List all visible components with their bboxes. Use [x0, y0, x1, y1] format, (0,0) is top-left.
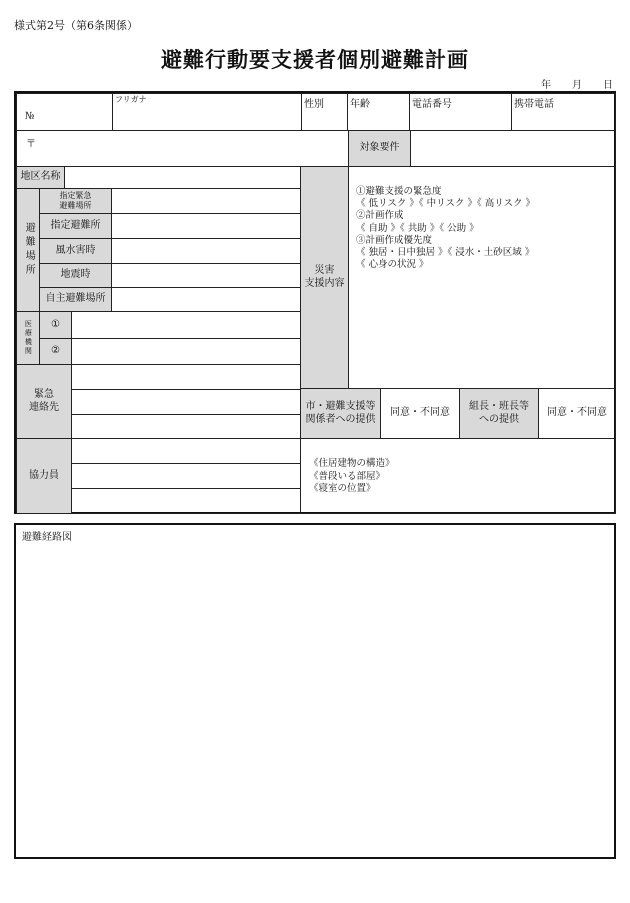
medical-2-label: ②: [39, 338, 72, 365]
address-field[interactable]: [16, 130, 349, 167]
medical-group-label-cell: [16, 311, 40, 365]
district-label: 地区名称: [20, 171, 61, 183]
earthquake-field[interactable]: [111, 263, 301, 288]
district-field[interactable]: [64, 166, 301, 189]
form-number-label: 様式第2号（第6条関係）: [14, 19, 138, 32]
date-year-label: 年: [541, 80, 551, 91]
furigana-name-field[interactable]: [112, 93, 302, 131]
emergency-contact-2-field[interactable]: [71, 389, 301, 415]
helpers-label: 協力員: [16, 438, 72, 514]
age-label: 年齢: [350, 99, 370, 110]
emergency-contact-3-field[interactable]: [71, 414, 301, 439]
medical-1-label: ①: [39, 311, 72, 339]
evacuation-group-label: 避難場所: [23, 222, 35, 278]
phone-field[interactable]: [409, 93, 512, 131]
residence-notes-field[interactable]: [300, 438, 616, 514]
designated-shelter-label: 指定避難所: [39, 213, 112, 239]
disaster-line-3: ②計画作成: [356, 210, 404, 222]
disaster-line-5: ③計画作成優先度: [356, 234, 433, 246]
emergency-contact-label: 緊急 連絡先: [16, 364, 72, 439]
disaster-line-1: ①避難支援の緊急度: [356, 186, 442, 197]
gender-field[interactable]: [301, 93, 348, 131]
flood-storm-label: 風水害時: [39, 238, 112, 264]
helper-2-field[interactable]: [71, 463, 301, 489]
target-label: 対象要件: [359, 142, 400, 154]
disaster-line-7: 《 心身の状況 》: [356, 259, 429, 271]
designated-emergency-site-field[interactable]: [111, 188, 301, 214]
furigana-label: フリガナ: [115, 95, 147, 104]
age-field[interactable]: [347, 93, 410, 131]
disaster-line-4: 《 自助 》《 共助 》《 公助 》: [356, 222, 479, 234]
helper-1-field[interactable]: [71, 438, 301, 464]
medical-1-field[interactable]: [71, 311, 301, 339]
emergency-contact-1-field[interactable]: [71, 364, 301, 390]
leader-provision-label: 組長・班長等 への提供: [459, 388, 539, 439]
date-month-label: 月: [572, 80, 582, 91]
evacuation-group-label-cell: [16, 188, 40, 312]
designated-shelter-field[interactable]: [111, 213, 301, 239]
date-day-label: 日: [603, 80, 613, 91]
medical-group-label: 医療機関: [24, 320, 33, 356]
bedroom-position-label: 《寝室の位置》: [309, 483, 376, 494]
postal-mark: 〒: [26, 139, 36, 150]
disaster-support-options: [356, 186, 535, 271]
disaster-line-6: 《 独居・日中独居 》《 浸水・土砂区域 》: [356, 247, 535, 259]
city-consent-option[interactable]: 同意・不同意: [380, 388, 460, 439]
target-label-cell: [348, 130, 411, 167]
no-label: №: [25, 111, 35, 122]
no-field[interactable]: [16, 93, 113, 131]
residence-notes: [309, 458, 395, 496]
leader-consent-option[interactable]: 同意・不同意: [538, 388, 616, 439]
voluntary-evacuation-label: 自主避難場所: [39, 287, 112, 312]
disaster-support-label: 災害 支援内容: [300, 166, 349, 389]
designated-emergency-site-label: 指定緊急 避難場所: [39, 188, 112, 214]
disaster-line-2: 《 低リスク 》《 中リスク 》《 高リスク 》: [356, 198, 536, 210]
voluntary-evacuation-field[interactable]: [111, 287, 301, 312]
gender-label: 性別: [304, 99, 324, 110]
plan-form: [14, 91, 616, 514]
city-provision-label: 市・避難支援等 関係者への提供: [300, 388, 381, 439]
district-label-cell: [16, 166, 65, 189]
flood-storm-field[interactable]: [111, 238, 301, 264]
target-field[interactable]: [410, 130, 616, 167]
mobile-label: 携帯電話: [514, 99, 554, 110]
usual-room-label: 《普段いる部屋》: [309, 470, 386, 482]
phone-label: 電話番号: [412, 99, 452, 110]
mobile-field[interactable]: [511, 93, 616, 131]
disaster-support-field[interactable]: [348, 166, 616, 389]
evacuation-route-map-area[interactable]: [14, 523, 616, 859]
earthquake-label: 地震時: [39, 263, 112, 288]
helper-3-field[interactable]: [71, 488, 301, 514]
medical-2-field[interactable]: [71, 338, 301, 365]
residence-structure-label: 《住居建物の構造》: [309, 458, 395, 469]
evacuation-route-map-label: 避難経路図: [22, 532, 72, 543]
page-title: 避難行動要支援者個別避難計画: [161, 47, 469, 72]
